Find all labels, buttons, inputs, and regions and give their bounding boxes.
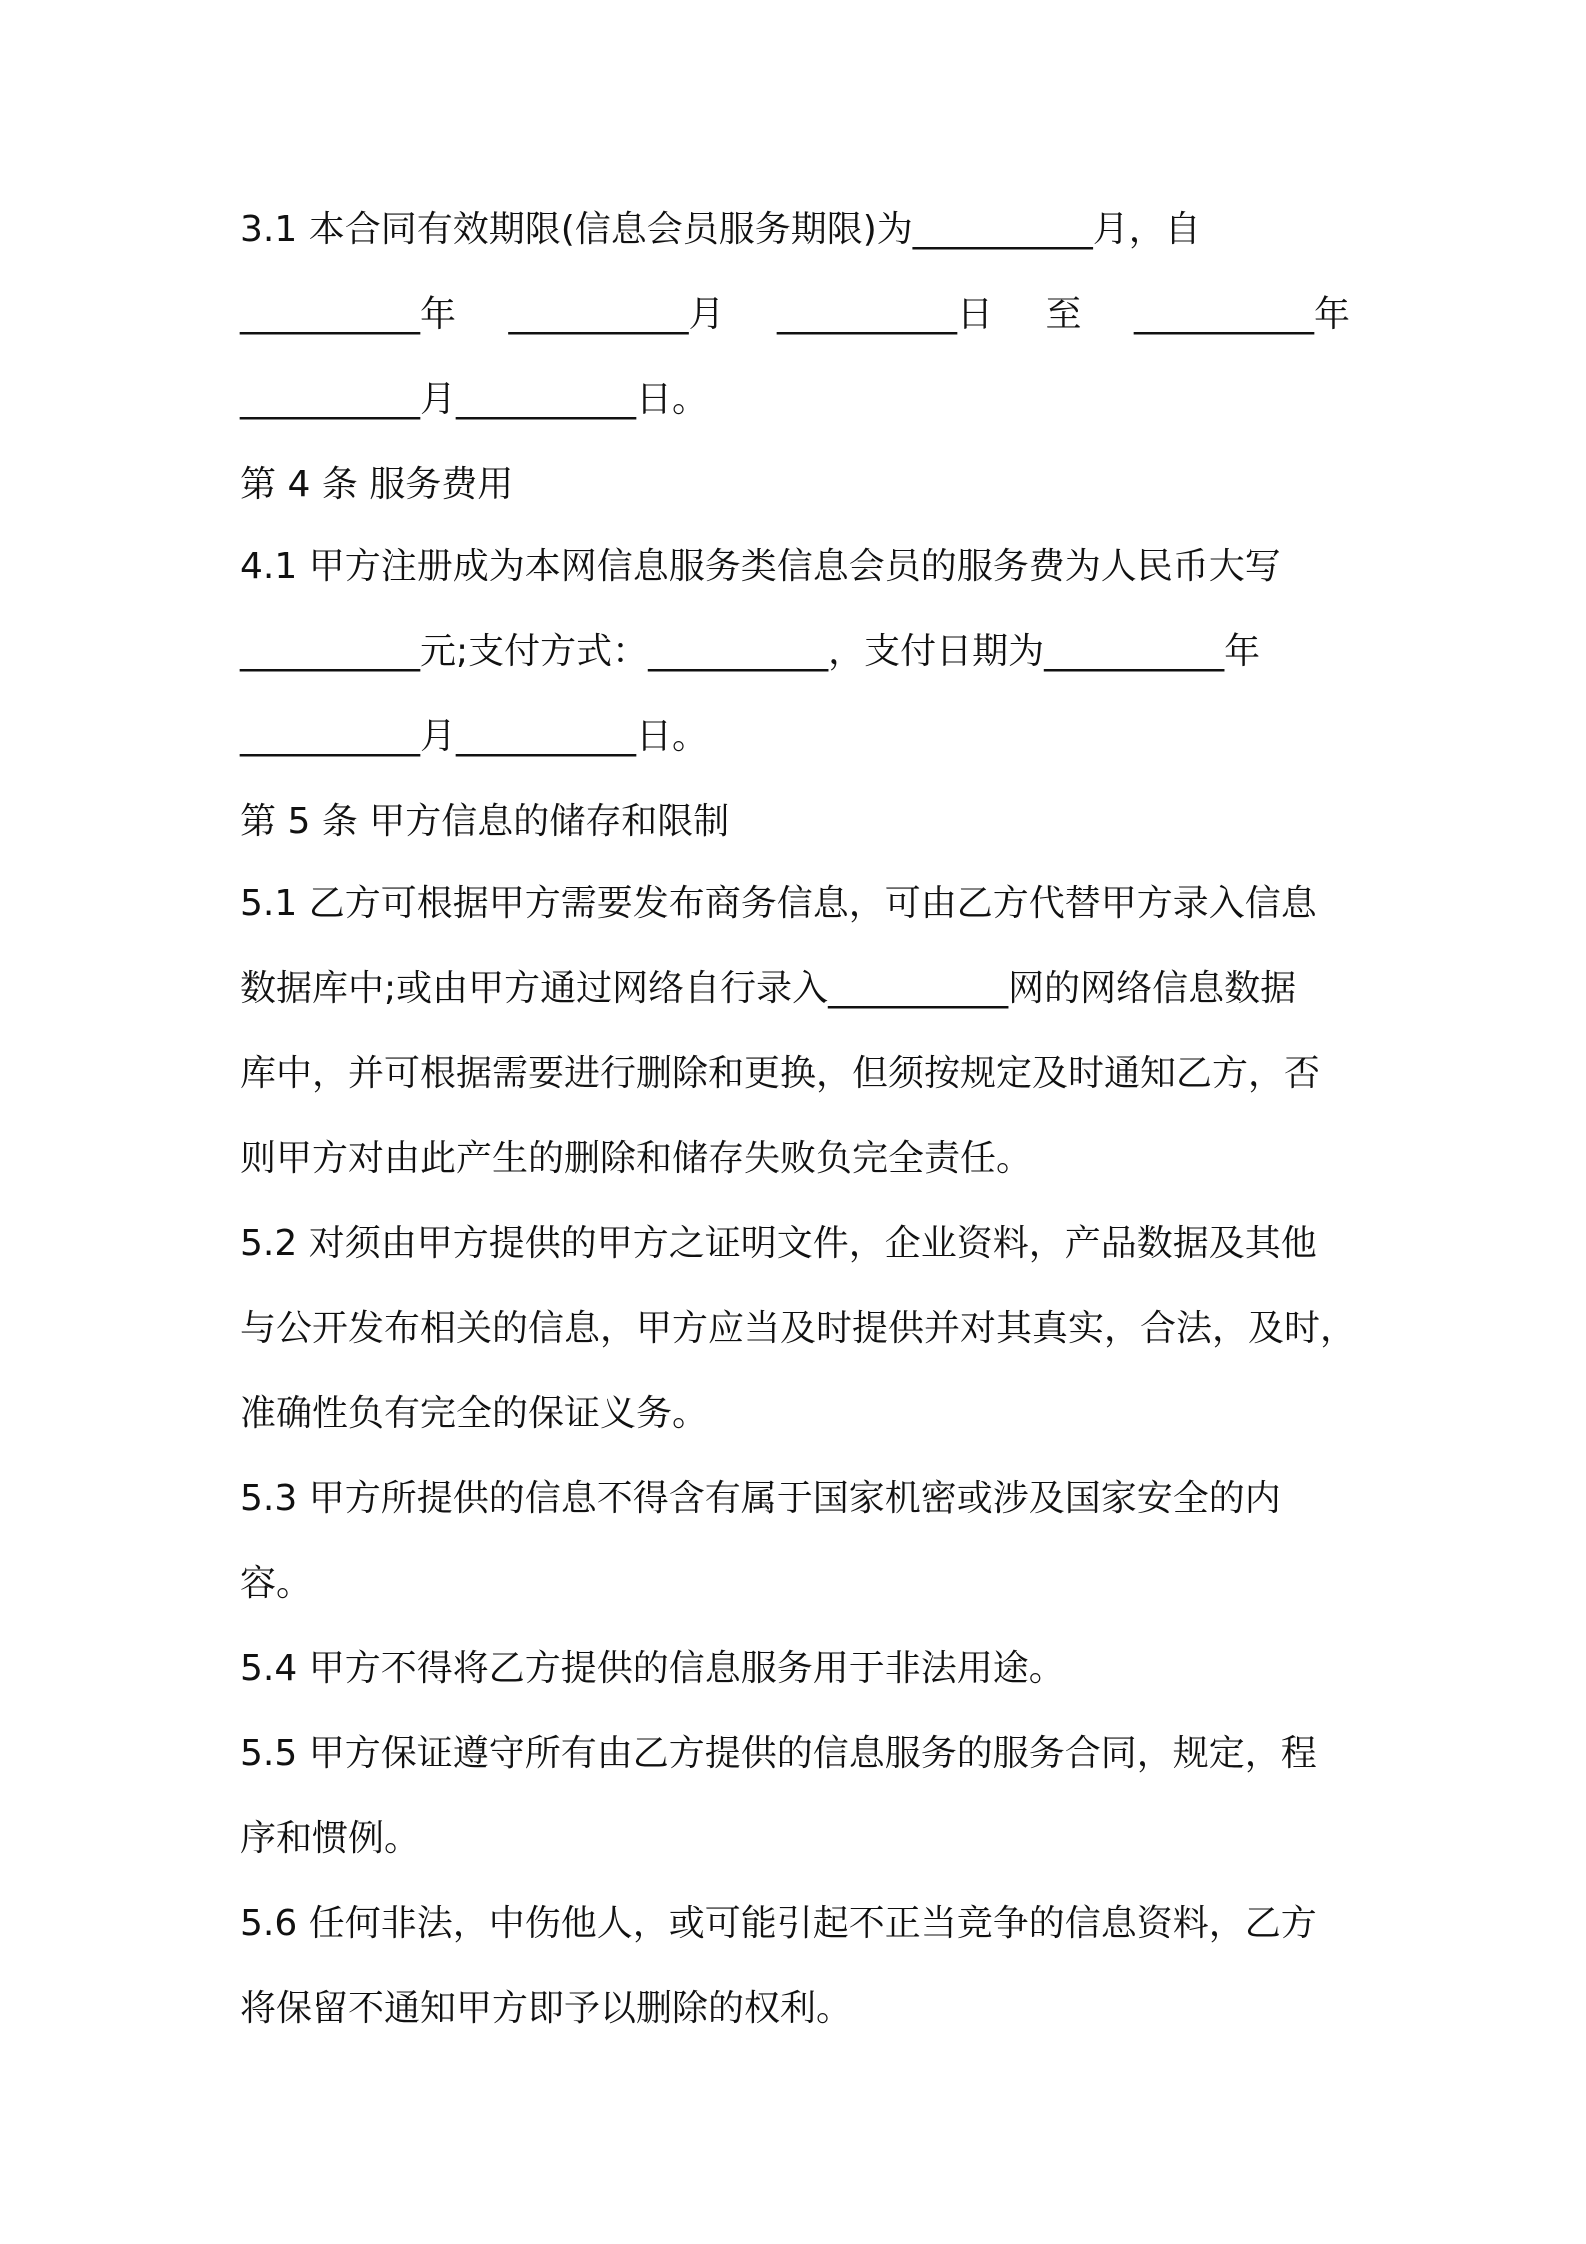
start-year-blank: __________年: [240, 294, 457, 335]
end-year-blank: __________年: [1133, 294, 1350, 335]
clause-5-6-line-2: 将保留不通知甲方即予以删除的权利。: [240, 1988, 853, 2029]
document-body: [240, 198, 1357, 2062]
clause-4-1-line-1: 4.1 甲方注册成为本网信息服务类信息会员的服务费为人民币大写: [240, 546, 1281, 587]
clause-3-1-line-1: 3.1 本合同有效期限(信息会员服务期限)为__________月，自: [240, 209, 1201, 250]
clause-5-1-line-3: 库中，并可根据需要进行删除和更换，但须按规定及时通知乙方，否: [240, 1053, 1321, 1094]
clause-5-6-line-1: 5.6 任何非法，中伤他人，或可能引起不正当竞争的信息资料，乙方: [240, 1903, 1317, 1944]
clause-4-1-line-2: __________元;支付方式：__________，支付日期为__________年: [240, 631, 1261, 672]
clause-5-2-line-2: 与公开发布相关的信息，甲方应当及时提供并对其真实，合法，及时，: [240, 1308, 1357, 1349]
start-month-blank: __________月: [508, 294, 725, 335]
clause-5-1-line-4: 则甲方对由此产生的删除和储存失败负完全责任。: [240, 1138, 1033, 1179]
start-day-blank: __________日: [776, 294, 993, 335]
article-5-heading: 第 5 条 甲方信息的储存和限制: [240, 801, 730, 842]
clause-3-1-line-3: __________月__________日。: [240, 379, 709, 420]
clause-3-1-line-2: [240, 283, 1350, 368]
clause-5-4-line-1: 5.4 甲方不得将乙方提供的信息服务用于非法用途。: [240, 1648, 1065, 1689]
article-4-heading: 第 4 条 服务费用: [240, 464, 514, 505]
clause-5-2-line-1: 5.2 对须由甲方提供的甲方之证明文件，企业资料，产品数据及其他: [240, 1223, 1317, 1264]
clause-5-1-line-2: 数据库中;或由甲方通过网络自行录入__________网的网络信息数据: [240, 968, 1297, 1009]
clause-5-2-line-3: 准确性负有完全的保证义务。: [240, 1393, 709, 1434]
clause-4-1-line-3: __________月__________日。: [240, 716, 709, 757]
clause-5-3-line-2: 容。: [240, 1563, 313, 1604]
clause-5-3-line-1: 5.3 甲方所提供的信息不得含有属于国家机密或涉及国家安全的内: [240, 1478, 1281, 1519]
clause-5-5-line-2: 序和惯例。: [240, 1818, 421, 1859]
clause-5-5-line-1: 5.5 甲方保证遵守所有由乙方提供的信息服务的服务合同，规定，程: [240, 1733, 1317, 1774]
clause-5-1-line-1: 5.1 乙方可根据甲方需要发布商务信息，可由乙方代替甲方录入信息: [240, 883, 1317, 924]
to-word: 至: [1045, 294, 1082, 335]
